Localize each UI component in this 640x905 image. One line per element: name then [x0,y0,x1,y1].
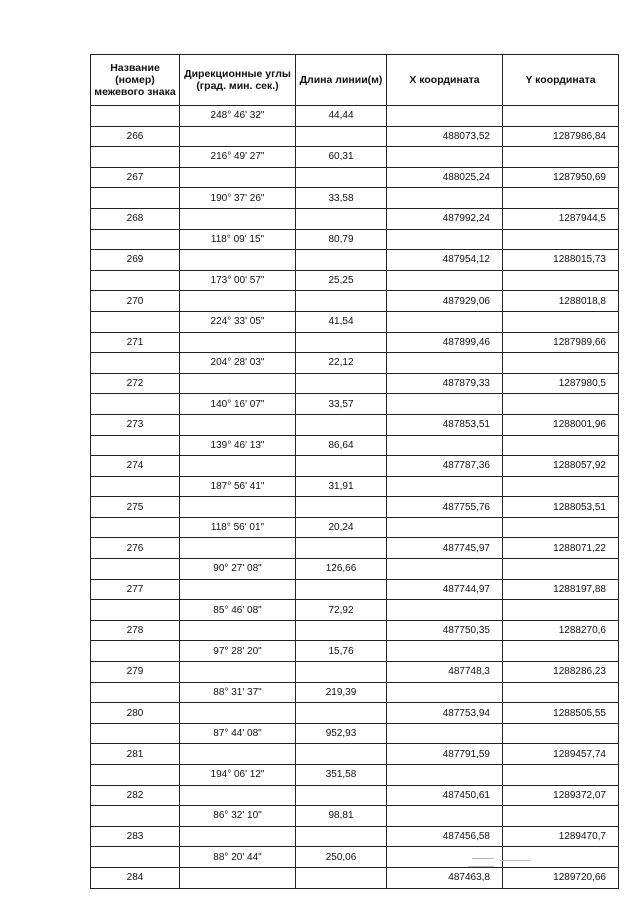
direction-angle-cell: 140° 16' 07" [180,394,296,415]
line-length-cell: 33,57 [296,394,387,415]
empty-cell [296,620,387,641]
y-coordinate-cell: 1289372,07 [503,785,619,806]
header-y-coordinate: Y координата [503,55,619,106]
point-row [91,662,619,683]
line-length-cell: 98,81 [296,806,387,827]
point-number-cell: 268 [91,208,180,229]
empty-cell [296,703,387,724]
empty-cell [387,476,503,497]
point-number-cell: 269 [91,250,180,271]
x-coordinate-cell: 487744,97 [387,579,503,600]
table-header-row [91,55,619,106]
empty-cell [91,106,180,127]
empty-cell [387,106,503,127]
x-coordinate-cell: 487748,3 [387,662,503,683]
x-coordinate-cell: 487791,59 [387,744,503,765]
point-number-cell: 267 [91,167,180,188]
point-number-cell: 278 [91,620,180,641]
empty-cell [180,332,296,353]
empty-cell [503,353,619,374]
direction-angle-cell: 173° 00' 57" [180,270,296,291]
empty-cell [180,456,296,477]
empty-cell [91,394,180,415]
empty-cell [387,270,503,291]
y-coordinate-cell: 1287944,5 [503,208,619,229]
empty-cell [503,229,619,250]
x-coordinate-cell: 488025,24 [387,167,503,188]
direction-angle-cell: 97° 28' 20" [180,641,296,662]
line-length-cell: 25,25 [296,270,387,291]
empty-cell [91,600,180,621]
segment-row [91,435,619,456]
y-coordinate-cell: 1288071,22 [503,538,619,559]
x-coordinate-cell: 487450,61 [387,785,503,806]
line-length-cell: 31,91 [296,476,387,497]
empty-cell [387,641,503,662]
empty-cell [91,806,180,827]
y-coordinate-cell: 1289470,7 [503,826,619,847]
y-coordinate-cell: 1288057,92 [503,456,619,477]
segment-row [91,476,619,497]
empty-cell [91,270,180,291]
line-length-cell: 44,44 [296,106,387,127]
line-length-cell: 952,93 [296,723,387,744]
empty-cell [387,806,503,827]
point-row [91,703,619,724]
point-row [91,497,619,518]
header-line-length: Длина линии(м) [296,55,387,106]
direction-angle-cell: 88° 31' 37" [180,682,296,703]
empty-cell [180,373,296,394]
point-row [91,208,619,229]
empty-cell [296,291,387,312]
empty-cell [503,270,619,291]
y-coordinate-cell: 1288197,88 [503,579,619,600]
empty-cell [503,765,619,786]
direction-angle-cell: 86° 32' 10" [180,806,296,827]
empty-cell [91,229,180,250]
line-length-cell: 15,76 [296,641,387,662]
x-coordinate-cell: 487456,58 [387,826,503,847]
empty-cell [387,188,503,209]
point-row [91,826,619,847]
segment-row [91,188,619,209]
empty-cell [296,785,387,806]
empty-cell [91,847,180,868]
empty-cell [296,208,387,229]
empty-cell [180,867,296,888]
empty-cell [91,311,180,332]
point-number-cell: 273 [91,414,180,435]
y-coordinate-cell: 1288001,96 [503,414,619,435]
empty-cell [296,826,387,847]
empty-cell [503,847,619,868]
segment-row [91,765,619,786]
empty-cell [387,229,503,250]
empty-cell [503,559,619,580]
direction-angle-cell: 87° 44' 08" [180,723,296,744]
x-coordinate-cell: 487463,8 [387,867,503,888]
y-coordinate-cell: 1288018,8 [503,291,619,312]
scan-speck [472,858,494,859]
x-coordinate-cell: 487929,06 [387,291,503,312]
segment-row [91,559,619,580]
line-length-cell: 22,12 [296,353,387,374]
x-coordinate-cell: 487753,94 [387,703,503,724]
empty-cell [387,559,503,580]
empty-cell [296,373,387,394]
y-coordinate-cell: 1287950,69 [503,167,619,188]
point-number-cell: 282 [91,785,180,806]
empty-cell [503,806,619,827]
direction-angle-cell: 139° 46' 13" [180,435,296,456]
empty-cell [387,723,503,744]
empty-cell [387,311,503,332]
point-row [91,744,619,765]
line-length-cell: 126,66 [296,559,387,580]
direction-angle-cell: 204° 28' 03" [180,353,296,374]
point-row [91,332,619,353]
empty-cell [91,435,180,456]
direction-angle-cell: 194° 06' 12" [180,765,296,786]
segment-row [91,517,619,538]
segment-row [91,106,619,127]
direction-angle-cell: 216° 49' 27" [180,147,296,168]
empty-cell [503,106,619,127]
empty-cell [296,332,387,353]
x-coordinate-cell: 487992,24 [387,208,503,229]
line-length-cell: 219,39 [296,682,387,703]
empty-cell [180,785,296,806]
point-row [91,620,619,641]
y-coordinate-cell: 1288286,23 [503,662,619,683]
empty-cell [503,147,619,168]
x-coordinate-cell: 487853,51 [387,414,503,435]
segment-row [91,723,619,744]
point-row [91,456,619,477]
line-length-cell: 86,64 [296,435,387,456]
direction-angle-cell: 224° 33' 05" [180,311,296,332]
x-coordinate-cell: 487745,97 [387,538,503,559]
segment-row [91,311,619,332]
empty-cell [387,765,503,786]
empty-cell [387,147,503,168]
empty-cell [296,456,387,477]
empty-cell [296,414,387,435]
point-number-cell: 270 [91,291,180,312]
empty-cell [91,723,180,744]
segment-row [91,600,619,621]
empty-cell [91,188,180,209]
line-length-cell: 20,24 [296,517,387,538]
y-coordinate-cell: 1289457,74 [503,744,619,765]
x-coordinate-cell: 487787,36 [387,456,503,477]
line-length-cell: 351,58 [296,765,387,786]
empty-cell [387,353,503,374]
segment-row [91,641,619,662]
point-number-cell: 283 [91,826,180,847]
point-row [91,126,619,147]
x-coordinate-cell: 487750,35 [387,620,503,641]
segment-row [91,147,619,168]
empty-cell [296,126,387,147]
point-number-cell: 275 [91,497,180,518]
empty-cell [503,188,619,209]
line-length-cell: 33,58 [296,188,387,209]
x-coordinate-cell: 487755,76 [387,497,503,518]
empty-cell [91,147,180,168]
empty-cell [91,353,180,374]
empty-cell [180,126,296,147]
point-number-cell: 281 [91,744,180,765]
empty-cell [180,579,296,600]
point-row [91,538,619,559]
empty-cell [503,517,619,538]
y-coordinate-cell: 1287989,66 [503,332,619,353]
x-coordinate-cell: 487899,46 [387,332,503,353]
empty-cell [296,167,387,188]
empty-cell [503,600,619,621]
empty-cell [180,291,296,312]
empty-cell [296,538,387,559]
empty-cell [503,682,619,703]
point-row [91,167,619,188]
direction-angle-cell: 118° 56' 01" [180,517,296,538]
segment-row [91,270,619,291]
direction-angle-cell: 118° 09' 15" [180,229,296,250]
direction-angle-cell: 90° 27' 08" [180,559,296,580]
direction-angle-cell: 88° 20' 44" [180,847,296,868]
point-row [91,414,619,435]
empty-cell [503,723,619,744]
point-number-cell: 276 [91,538,180,559]
segment-row [91,353,619,374]
empty-cell [503,641,619,662]
point-row [91,867,619,888]
y-coordinate-cell: 1288015,73 [503,250,619,271]
scan-speck [500,860,530,861]
segment-row [91,806,619,827]
line-length-cell: 41,54 [296,311,387,332]
y-coordinate-cell: 1287980,5 [503,373,619,394]
point-row [91,579,619,600]
point-number-cell: 277 [91,579,180,600]
empty-cell [296,497,387,518]
empty-cell [180,208,296,229]
empty-cell [180,497,296,518]
point-number-cell: 266 [91,126,180,147]
empty-cell [180,744,296,765]
segment-row [91,229,619,250]
point-number-cell: 279 [91,662,180,683]
y-coordinate-cell: 1288053,51 [503,497,619,518]
x-coordinate-cell: 488073,52 [387,126,503,147]
empty-cell [503,311,619,332]
empty-cell [296,867,387,888]
line-length-cell: 60,31 [296,147,387,168]
empty-cell [503,435,619,456]
empty-cell [91,476,180,497]
empty-cell [180,167,296,188]
segment-row [91,682,619,703]
line-length-cell: 72,92 [296,600,387,621]
empty-cell [296,579,387,600]
direction-angle-cell: 190° 37' 26" [180,188,296,209]
empty-cell [180,826,296,847]
line-length-cell: 250,06 [296,847,387,868]
point-number-cell: 271 [91,332,180,353]
point-number-cell: 272 [91,373,180,394]
empty-cell [503,394,619,415]
direction-angle-cell: 187° 56' 41" [180,476,296,497]
empty-cell [296,250,387,271]
segment-row [91,394,619,415]
empty-cell [91,517,180,538]
point-row [91,373,619,394]
point-number-cell: 274 [91,456,180,477]
empty-cell [180,250,296,271]
empty-cell [503,476,619,497]
empty-cell [180,620,296,641]
empty-cell [91,765,180,786]
segment-row [91,847,619,868]
empty-cell [91,641,180,662]
empty-cell [180,538,296,559]
empty-cell [180,662,296,683]
x-coordinate-cell: 487954,12 [387,250,503,271]
empty-cell [387,682,503,703]
empty-cell [180,414,296,435]
point-row [91,250,619,271]
x-coordinate-cell: 487879,33 [387,373,503,394]
direction-angle-cell: 85° 46' 08" [180,600,296,621]
empty-cell [387,600,503,621]
empty-cell [91,682,180,703]
empty-cell [387,394,503,415]
empty-cell [296,662,387,683]
header-point-name: Название (номер) межевого знака [91,55,180,106]
scan-speck [468,866,494,867]
point-number-cell: 284 [91,867,180,888]
y-coordinate-cell: 1287986,84 [503,126,619,147]
empty-cell [91,559,180,580]
point-row [91,291,619,312]
header-x-coordinate: X координата [387,55,503,106]
empty-cell [387,517,503,538]
empty-cell [387,435,503,456]
header-direction-angle: Дирекционные углы (град. мин. сек.) [180,55,296,106]
y-coordinate-cell: 1288505,55 [503,703,619,724]
empty-cell [180,703,296,724]
direction-angle-cell: 248° 46' 32" [180,106,296,127]
coordinates-table [90,54,619,889]
point-number-cell: 280 [91,703,180,724]
y-coordinate-cell: 1289720,66 [503,867,619,888]
line-length-cell: 80,79 [296,229,387,250]
point-row [91,785,619,806]
y-coordinate-cell: 1288270,6 [503,620,619,641]
empty-cell [296,744,387,765]
